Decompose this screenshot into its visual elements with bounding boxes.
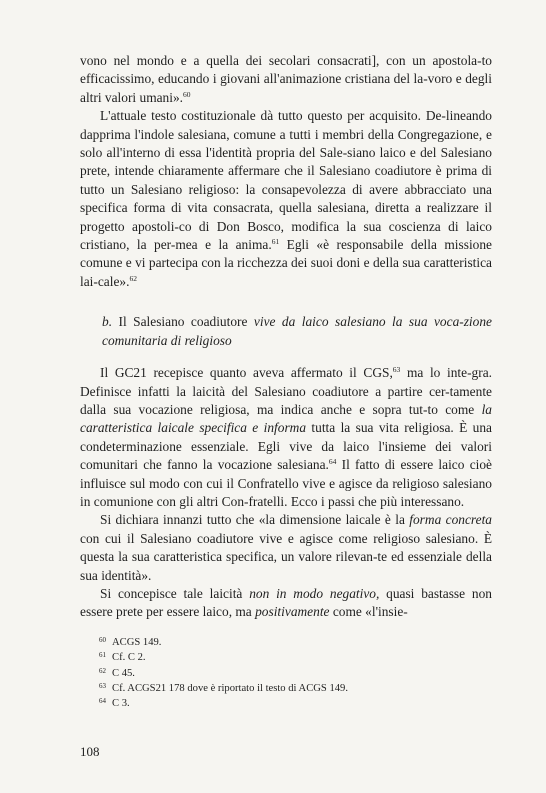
paragraph-forma-concreta bbox=[80, 511, 492, 585]
footnote-ref: 60 bbox=[183, 89, 191, 99]
italic-text: forma concreta bbox=[409, 512, 492, 528]
footnote-text: Cf. C 2. bbox=[112, 652, 146, 664]
text-run: come «l'insie- bbox=[329, 604, 408, 620]
italic-text: b. bbox=[102, 314, 113, 330]
footnote-ref: 64 bbox=[328, 457, 337, 467]
page-body bbox=[80, 52, 492, 622]
paragraph-laicita bbox=[80, 585, 492, 622]
footnote bbox=[80, 695, 492, 710]
footnote-number: 61 bbox=[99, 651, 106, 660]
italic-text: non in modo negativo, bbox=[249, 585, 380, 601]
footnotes bbox=[80, 634, 492, 710]
text-run: Il GC21 recepisce quanto aveva affermato il CGS, bbox=[100, 365, 393, 381]
footnote-number: 64 bbox=[99, 697, 106, 706]
text-run: ma lo inte-gra. Definisce infatti la laicità del Salesiano coadiutore a partire cer-tamente dalla sua vocazione religiosa, ma indica anche e sopra tut-to come bbox=[80, 365, 492, 417]
italic-text: positivamente bbox=[255, 604, 330, 620]
footnote-number: 62 bbox=[99, 666, 106, 675]
footnote-ref: 61 bbox=[271, 237, 280, 247]
footnote-ref: 62 bbox=[129, 273, 137, 283]
paragraph-constitution bbox=[80, 107, 492, 291]
text-run: vono nel mondo e a quella dei secolari consacrati], con un apostola-to efficacissimo, educando i giovani all'animazione cristiana del la-voro e degli altri valori umani». bbox=[80, 53, 492, 105]
text-run: con cui il Salesiano coadiutore vive e agisce come religioso salesiano. È questa la sua caratteristica specifica, un valore rilevan-te ed essenziale della sua identità». bbox=[80, 530, 492, 583]
section-heading-b bbox=[80, 313, 492, 350]
text-run: Il fatto di essere laico cioè influisce sul modo con cui il Confratello vive e agisce da religioso salesiano in comunione con gli altri Con-fratelli. Ecco i passi che più interessano. bbox=[80, 457, 492, 509]
footnote bbox=[80, 634, 492, 649]
text-run: Si dichiara innanzi tutto che «la dimensione laicale è la bbox=[100, 512, 410, 528]
text-run: quasi bastasse non essere prete per essere laico, ma bbox=[80, 585, 492, 620]
text-run: Si concepisce tale laicità bbox=[100, 585, 250, 601]
text-run: L'attuale testo costituzionale dà tutto questo per acquisito. De-lineando dapprima l'indole salesiana, comune a tutti i membri della Congregazione, e solo all'interno di essa l'identità propria del Sale-siano laico e del Salesiano prete, intende chiaramente affermare che il Salesiano coadiutore è prima di tutto un Salesiano religioso: la consapevolezza di avere abbracciato una specifica forma di vita consacrata, quella salesiana, diretta a realizzare il progetto apostoli-co di Don Bosco, modifica la sua coscienza di laico cristiano, la per-mea e la anima. bbox=[80, 108, 492, 253]
footnote-text: ACGS 149. bbox=[112, 637, 162, 648]
footnote-number: 60 bbox=[99, 636, 106, 644]
paragraph-gc21 bbox=[80, 364, 492, 511]
footnote bbox=[80, 680, 492, 695]
footnote-number: 63 bbox=[99, 681, 106, 690]
italic-text: vive da laico salesiano la sua voca-zione comunitaria di religioso bbox=[102, 314, 492, 348]
text-run: Il Salesiano coadiutore bbox=[112, 314, 254, 330]
text-run: tutta la sua vita religiosa. È una condeterminazione essenziale. Egli vive da laico l'insieme dei valori comunitari che fanno la vocazione salesiana. bbox=[80, 420, 492, 473]
footnote bbox=[80, 665, 492, 680]
footnote-ref: 63 bbox=[392, 365, 401, 375]
page-number: 108 bbox=[80, 744, 100, 759]
italic-text: la caratteristica laicale specifica e informa bbox=[80, 401, 492, 436]
footnote-text: Cf. ACGS21 178 dove è riportato il testo di ACGS 149. bbox=[112, 682, 349, 694]
text-run: Egli «è responsabile della missione comune e vi partecipa con la ricchezza dei suoi doni e della sua caratteristica lai-cale». bbox=[80, 237, 493, 289]
footnote bbox=[80, 649, 492, 664]
footnote-text: C 45. bbox=[112, 667, 135, 679]
paragraph-continuation bbox=[80, 52, 492, 107]
footnote-text: C 3. bbox=[112, 698, 130, 710]
